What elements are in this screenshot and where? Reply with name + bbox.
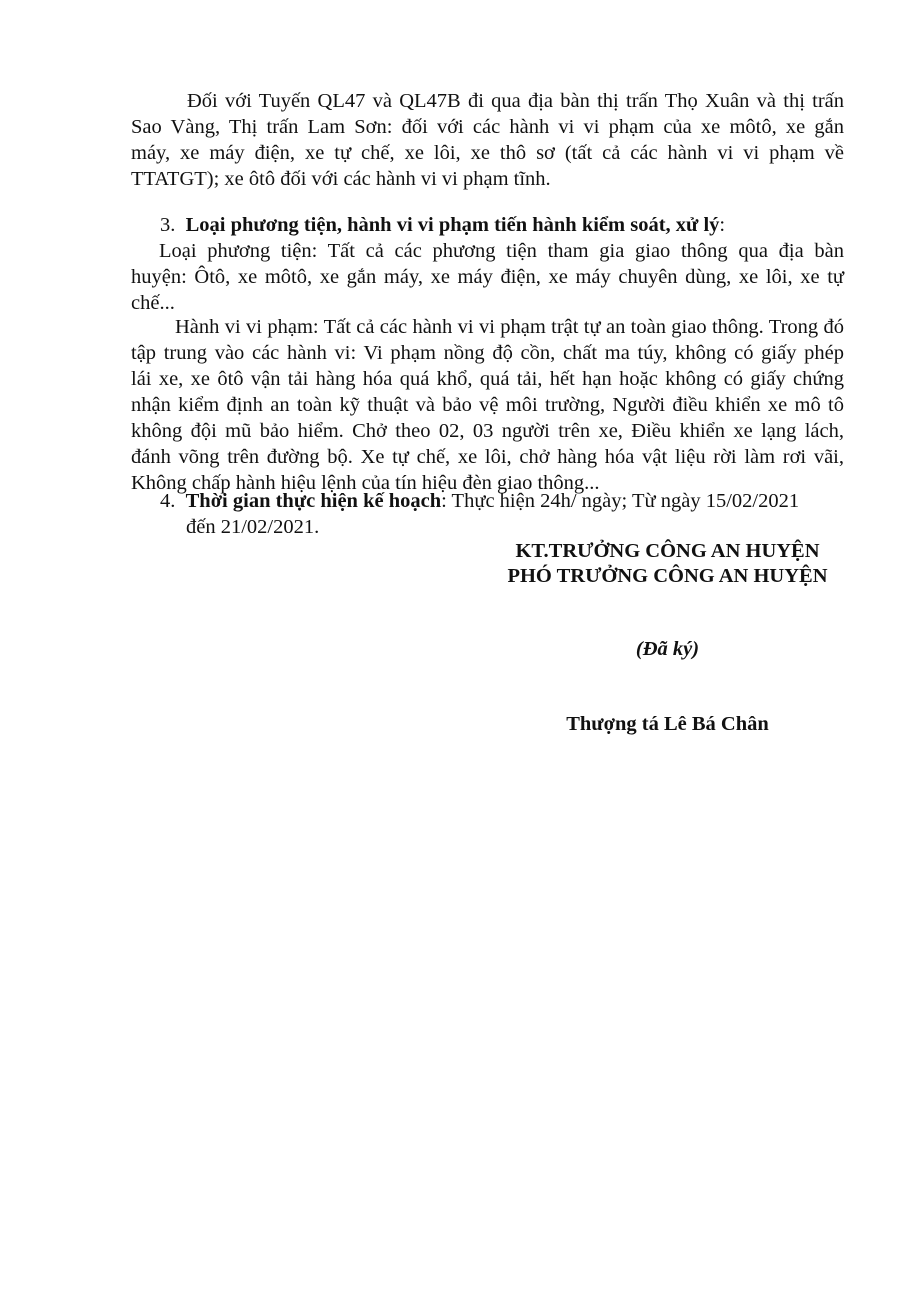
section-3-heading (160, 212, 850, 238)
vehicles-line-2: huyện: Ôtô, xe môtô, xe gắn máy, xe máy điện, xe máy chuyên dùng, xe lôi, xe tự (131, 266, 844, 288)
section-3-title: Loại phương tiện, hành vi vi phạm tiến hành kiểm soát, xử lý (185, 214, 720, 236)
vehicles-line-3: chế... (131, 292, 175, 314)
route-line-1: Đối với Tuyến QL47 và QL47B đi qua địa bàn thị trấn Thọ Xuân và thị trấn (187, 90, 844, 112)
signature-title-line-2: PHÓ TRƯỞNG CÔNG AN HUYỆN (507, 565, 828, 587)
violations-line-1: Hành vi vi phạm: Tất cả các hành vi vi phạm trật tự an toàn giao thông. Trong đó (175, 316, 844, 338)
vehicles-line-1: Loại phương tiện: Tất cả các phương tiện tham gia giao thông qua địa bàn (159, 240, 844, 262)
route-line-2: Sao Vàng, Thị trấn Lam Sơn: đối với các hành vi vi phạm của xe môtô, xe gắn (131, 116, 844, 138)
section-4-title: Thời gian thực hiện kế hoạch (185, 490, 442, 512)
violations-line-6: đánh võng trên đường bộ. Xe tự chế, xe lôi, chở hàng hóa vật liệu rời làm rơi vãi, (131, 446, 844, 468)
route-line-3: máy, xe máy điện, xe tự chế, xe lôi, xe thô sơ (tất cả các hành vi vi phạm về (131, 142, 844, 164)
vehicles-paragraph (131, 238, 844, 316)
violations-paragraph (131, 314, 844, 496)
violations-line-2: tập trung vào các hành vi: Vi phạm nồng độ cồn, chất ma túy, không có giấy phép (131, 342, 844, 364)
violations-line-3: lái xe, xe ôtô vận tải hàng hóa quá khổ, quá tải, hết hạn hoặc không có giấy chứng (131, 368, 844, 390)
violations-line-5: không đội mũ bảo hiểm. Chở theo 02, 03 người trên xe, Điều khiển xe lạng lách, (131, 420, 844, 442)
signature-title-line-1: KT.TRƯỞNG CÔNG AN HUYỆN (515, 540, 820, 562)
section-4-number: 4. (160, 490, 176, 512)
section-4-text-line-2: đến 21/02/2021. (186, 516, 320, 538)
signer-name: Thượng tá Lê Bá Chân (566, 713, 769, 735)
violations-line-4: nhận kiểm định an toàn kỹ thuật và bảo vệ môi trường, Người điều khiển xe mô tô (131, 394, 844, 416)
signed-note: (Đã ký) (635, 638, 700, 660)
section-3-title-suffix: : (719, 214, 726, 236)
section-3-number: 3. (160, 214, 176, 236)
route-line-4: TTATGT); xe ôtô đối với các hành vi vi phạm tĩnh. (131, 168, 551, 190)
route-paragraph (131, 88, 844, 192)
section-4-text: : Thực hiện 24h/ ngày; Từ ngày 15/02/2021 (441, 490, 800, 512)
violations-line-7: Không chấp hành hiệu lệnh của tín hiệu đèn giao thông... (131, 472, 600, 494)
section-4 (160, 488, 850, 540)
